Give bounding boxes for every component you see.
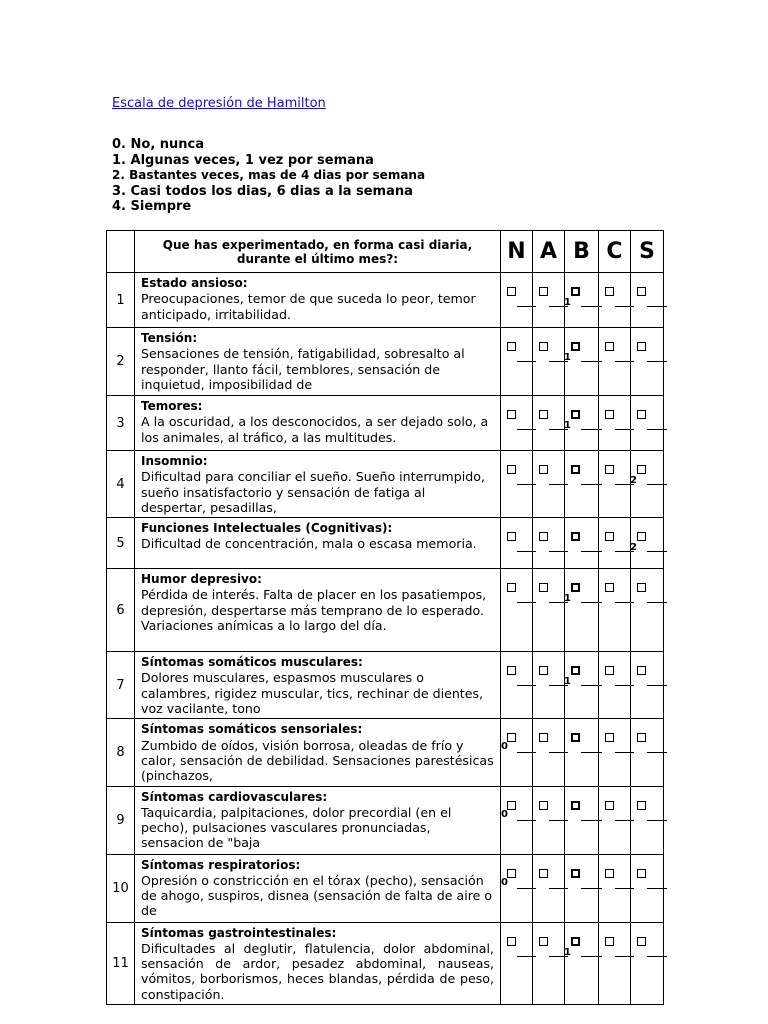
checkbox-s[interactable] <box>637 583 646 592</box>
table-row <box>107 569 664 652</box>
checkbox-b[interactable] <box>571 937 580 946</box>
option-cell-s <box>631 273 664 328</box>
option-cell-c <box>599 652 631 719</box>
symptom-cell <box>135 854 501 922</box>
checkbox-c[interactable] <box>605 532 614 541</box>
checkbox-a[interactable] <box>539 465 548 474</box>
symptom-description: Dificultades al deglutir, flatulencia, dolor abdominal, sensación de ardor, pesadez abdominal, nauseas, vómitos, borborismos, heces blandas, pérdida de peso, constipación. <box>141 940 494 1002</box>
option-cell-c <box>599 518 637 569</box>
checkbox-s[interactable] <box>637 342 646 351</box>
row-number: 9 <box>107 786 135 854</box>
checkbox-c[interactable] <box>605 342 614 351</box>
symptom-description: Dolores musculares, espasmos musculares o calambres, rigidez muscular, tics, rechinar de dientes, voz vacilante, tono <box>141 670 484 717</box>
checkbox-s[interactable] <box>637 869 646 878</box>
symptom-title: Síntomas somáticos musculares: <box>141 655 363 670</box>
option-cell-b <box>565 518 599 569</box>
checkbox-c[interactable] <box>605 666 614 675</box>
option-cell-b <box>565 451 599 518</box>
checkbox-n[interactable] <box>507 801 516 810</box>
answer-underline <box>647 484 667 485</box>
option-cell-b <box>565 273 599 328</box>
table-header-row <box>107 231 664 273</box>
answer-underline <box>647 956 667 957</box>
checkbox-c[interactable] <box>605 869 614 878</box>
symptom-description: Dificultad de concentración, mala o escasa memoria. <box>141 536 477 552</box>
column-header-c: C <box>599 231 631 273</box>
option-cell-c <box>599 854 631 922</box>
symptom-title: Síntomas somáticos sensoriales: <box>141 722 363 737</box>
symptom-cell <box>135 451 501 518</box>
symptom-description: Opresión o constricción en el tórax (pecho), sensación de ahogo, suspiros, disnea (sensación de falta de aire o de <box>141 872 493 919</box>
option-cell-b <box>565 396 599 451</box>
option-cell-n <box>501 273 533 328</box>
symptom-title: Funciones Intelectuales (Cognitivas): <box>141 521 393 536</box>
checkbox-a[interactable] <box>539 801 548 810</box>
checkbox-s[interactable] <box>637 410 646 419</box>
option-cell-n <box>501 451 533 518</box>
checkbox-b[interactable] <box>571 532 580 541</box>
option-cell-a <box>533 518 565 569</box>
checkbox-n[interactable] <box>507 532 516 541</box>
option-cell-b <box>565 569 599 652</box>
answer-underline <box>647 306 667 307</box>
checkbox-a[interactable] <box>539 937 548 946</box>
row-number: 8 <box>107 719 135 786</box>
option-cell-n <box>501 652 533 719</box>
option-cell-c <box>599 922 631 1004</box>
checkbox-s[interactable] <box>637 287 646 296</box>
option-cell-a <box>533 922 571 1004</box>
header-blank-cell <box>107 231 135 273</box>
checkbox-a[interactable] <box>539 287 548 296</box>
symptom-title: Síntomas gastrointestinales: <box>141 925 337 940</box>
checkbox-c[interactable] <box>605 937 614 946</box>
score-value: 1 <box>564 297 571 308</box>
symptom-cell <box>135 328 501 396</box>
checkbox-a[interactable] <box>539 410 548 419</box>
scale-legend <box>112 137 425 215</box>
checkbox-n[interactable] <box>507 410 516 419</box>
option-cell-a <box>533 719 565 786</box>
score-value: 2 <box>630 475 637 486</box>
score-value: 2 <box>630 542 637 554</box>
column-header-s: S <box>631 231 664 273</box>
option-cell-a <box>533 451 565 518</box>
option-cell-s <box>631 854 664 922</box>
row-number: 2 <box>107 328 135 396</box>
checkbox-b[interactable] <box>571 465 580 474</box>
option-cell-c <box>599 786 631 854</box>
checkbox-s[interactable] <box>637 465 646 474</box>
table-row <box>107 719 664 786</box>
option-cell-s <box>631 518 664 569</box>
option-cell-c <box>599 569 631 652</box>
option-cell-b <box>565 854 599 922</box>
answer-underline <box>647 602 667 603</box>
option-cell-a <box>533 786 565 854</box>
option-cell-s <box>631 922 664 1004</box>
option-cell-n <box>501 518 533 569</box>
scale-item: 4. Siempre <box>112 199 192 214</box>
option-cell-s <box>631 786 664 854</box>
checkbox-s[interactable] <box>637 733 646 742</box>
symptom-description: Pérdida de interés. Falta de placer en los pasatiempos, depresión, despertarse más temprano de lo esperado. Variaciones anímicas a lo largo del día. <box>141 587 487 634</box>
symptom-description: Preocupaciones, temor de que suceda lo peor, temor anticipado, irritabilidad. <box>141 291 476 322</box>
checkbox-b[interactable] <box>571 342 580 351</box>
table-row <box>107 518 664 569</box>
option-cell-s <box>631 719 664 786</box>
column-header-b: B <box>565 231 599 273</box>
symptom-title: Tensión: <box>141 331 198 345</box>
scale-item: 2. Bastantes veces, mas de 4 dias por semana <box>112 168 426 182</box>
checkbox-c[interactable] <box>605 287 614 296</box>
table-row <box>107 854 664 922</box>
checkbox-n[interactable] <box>507 342 516 351</box>
option-cell-n <box>501 786 533 854</box>
symptom-title: Humor depresivo: <box>141 572 262 587</box>
row-number: 10 <box>107 854 135 922</box>
table-row <box>107 786 664 854</box>
option-cell-b <box>565 922 599 1004</box>
symptom-description: Taquicardia, palpitaciones, dolor precordial (en el pecho), pulsaciones vasculares pronunciadas, sensacion de "baja <box>141 804 452 851</box>
checkbox-b[interactable] <box>571 287 580 296</box>
scale-item: 1. Algunas veces, 1 vez por semana <box>112 152 374 168</box>
option-cell-s <box>631 652 664 719</box>
answer-underline <box>647 551 667 552</box>
row-number: 1 <box>107 273 135 328</box>
option-cell-n <box>501 569 533 652</box>
option-cell-c <box>599 719 631 786</box>
checkbox-b[interactable] <box>571 410 580 419</box>
row-number: 7 <box>107 652 135 719</box>
symptom-cell <box>135 922 501 1004</box>
table-row <box>107 922 664 1004</box>
symptom-description: Dificultad para conciliar el sueño. Sueño interrumpido, sueño insatisfactorio y sensación de fatiga al despertar, pesadillas, <box>141 469 485 515</box>
checkbox-c[interactable] <box>605 465 614 474</box>
option-cell-b <box>565 328 599 396</box>
hamilton-table <box>106 230 664 1005</box>
symptom-title: Temores: <box>141 399 203 413</box>
checkbox-a[interactable] <box>539 583 548 592</box>
checkbox-c[interactable] <box>605 583 614 592</box>
checkbox-c[interactable] <box>605 410 614 419</box>
answer-underline <box>647 361 667 362</box>
option-cell-c <box>599 451 637 518</box>
scale-item: 0. No, nunca <box>112 137 205 152</box>
checkbox-b[interactable] <box>571 733 580 742</box>
symptom-title: Estado ansioso: <box>141 276 248 290</box>
table-row <box>107 396 664 451</box>
column-header-n: N <box>501 231 533 273</box>
score-value: 1 <box>564 946 571 958</box>
checkbox-c[interactable] <box>605 801 614 810</box>
symptom-title: Insomnio: <box>141 454 208 468</box>
symptom-description: Sensaciones de tensión, fatigabilidad, sobresalto al responder, llanto fácil, temblores, sensación de inquietud, imposibilidad de <box>141 346 465 392</box>
symptom-cell <box>135 719 501 786</box>
checkbox-b[interactable] <box>571 666 580 675</box>
checkbox-n[interactable] <box>507 937 516 946</box>
checkbox-s[interactable] <box>637 666 646 675</box>
option-cell-c <box>599 396 631 451</box>
answer-underline <box>647 888 667 889</box>
checkbox-s[interactable] <box>637 937 646 946</box>
symptom-description: A la oscuridad, a los desconocidos, a ser dejado solo, a los animales, al tráfico, a las multitudes. <box>141 414 489 445</box>
column-header-a: A <box>533 231 565 273</box>
option-cell-n <box>501 396 533 451</box>
option-cell-b <box>565 786 599 854</box>
option-cell-s <box>631 451 664 518</box>
score-value: 0 <box>501 741 508 753</box>
score-value: 1 <box>564 593 571 605</box>
checkbox-c[interactable] <box>605 733 614 742</box>
row-number: 4 <box>107 451 135 518</box>
option-cell-a <box>533 328 571 396</box>
checkbox-a[interactable] <box>539 733 548 742</box>
symptom-cell <box>135 273 501 328</box>
checkbox-n[interactable] <box>507 465 516 474</box>
answer-underline <box>647 429 667 430</box>
checkbox-s[interactable] <box>637 801 646 810</box>
row-number: 6 <box>107 569 135 652</box>
symptom-title: Síntomas respiratorios: <box>141 857 301 872</box>
score-value: 0 <box>501 876 508 888</box>
symptom-cell <box>135 518 501 569</box>
symptom-cell <box>135 652 501 719</box>
checkbox-b[interactable] <box>571 801 580 810</box>
option-cell-c <box>599 328 631 396</box>
option-cell-a <box>533 273 571 328</box>
checkbox-a[interactable] <box>539 532 548 541</box>
score-value: 1 <box>564 352 571 363</box>
checkbox-s[interactable] <box>637 532 646 541</box>
row-number: 11 <box>107 922 135 1004</box>
option-cell-a <box>533 854 565 922</box>
checkbox-n[interactable] <box>507 666 516 675</box>
checkbox-n[interactable] <box>507 733 516 742</box>
option-cell-n <box>501 922 533 1004</box>
score-value: 1 <box>564 676 571 688</box>
question-header: Que has experimentado, en forma casi diaria, durante el último mes?: <box>135 231 501 273</box>
option-cell-a <box>533 569 571 652</box>
checkbox-b[interactable] <box>571 583 580 592</box>
scale-item: 3. Casi todos los dias, 6 dias a la semana <box>112 183 413 199</box>
score-value: 1 <box>564 420 571 431</box>
checkbox-n[interactable] <box>507 583 516 592</box>
table-row <box>107 273 664 328</box>
checkbox-a[interactable] <box>539 666 548 675</box>
symptom-title: Síntomas cardiovasculares: <box>141 789 328 804</box>
table-row <box>107 328 664 396</box>
checkbox-a[interactable] <box>539 342 548 351</box>
option-cell-s <box>631 328 664 396</box>
option-cell-b <box>565 652 599 719</box>
answer-underline <box>647 752 667 753</box>
option-cell-n <box>501 719 533 786</box>
checkbox-b[interactable] <box>571 869 580 878</box>
row-number: 5 <box>107 518 135 569</box>
symptom-description: Zumbido de oídos, visión borrosa, oleadas de frío y calor, sensación de debilidad. Sensaciones parestésicas (pinchazos, <box>141 737 494 784</box>
option-cell-s <box>631 396 664 451</box>
row-number: 3 <box>107 396 135 451</box>
option-cell-n <box>501 854 533 922</box>
option-cell-n <box>501 328 533 396</box>
option-cell-c <box>599 273 631 328</box>
checkbox-n[interactable] <box>507 287 516 296</box>
option-cell-b <box>565 719 599 786</box>
score-value: 0 <box>501 808 508 820</box>
table-row <box>107 451 664 518</box>
table-row <box>107 652 664 719</box>
answer-underline <box>647 685 667 686</box>
option-cell-s <box>631 569 664 652</box>
symptom-cell <box>135 569 501 652</box>
title-link[interactable]: Escala de depresión de Hamilton <box>112 96 326 111</box>
answer-underline <box>647 820 667 821</box>
checkbox-a[interactable] <box>539 869 548 878</box>
option-cell-a <box>533 652 571 719</box>
checkbox-n[interactable] <box>507 869 516 878</box>
symptom-cell <box>135 396 501 451</box>
option-cell-a <box>533 396 571 451</box>
symptom-cell <box>135 786 501 854</box>
